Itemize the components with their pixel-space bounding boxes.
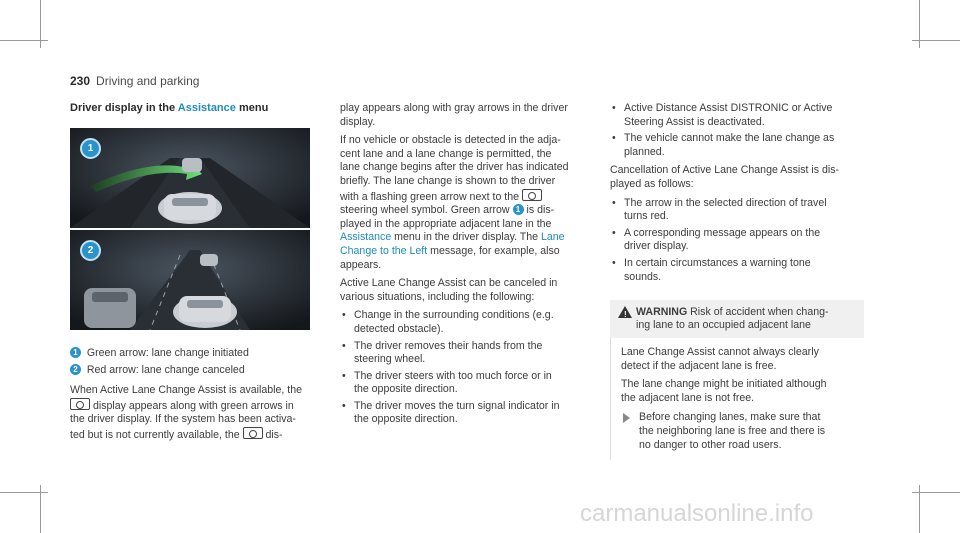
crop-mark bbox=[912, 492, 960, 493]
driver-display-image-1 bbox=[70, 128, 310, 228]
paragraph: Active Lane Change Assist can be canceled in various situations, including the following: bbox=[340, 277, 558, 303]
arrow-right-icon bbox=[623, 413, 630, 423]
left-paragraph: When Active Lane Change Assist is available, the display appears along with green arrows in the driver display. If the system has been activa- ted but is not currently available, the dis- bbox=[70, 384, 303, 441]
list-item: • The driver moves the turn signal indicator in the opposite direction. bbox=[340, 400, 600, 427]
steering-wheel-icon bbox=[70, 398, 90, 410]
list-item: • The driver steers with too much force or in the opposite direction. bbox=[340, 370, 600, 397]
legend-item-1: 1 Green arrow: lane change initiated bbox=[70, 347, 249, 359]
list-item: • In certain circumstances a warning tone sounds. bbox=[610, 257, 870, 284]
change-left-link[interactable]: Change to the Left bbox=[340, 244, 428, 257]
cancel-conditions-list bbox=[340, 309, 600, 427]
section-title: Driving and parking bbox=[96, 74, 200, 88]
middle-column bbox=[340, 102, 600, 432]
section-heading: Driver display in the Assistance menu bbox=[70, 102, 269, 114]
warning-box bbox=[610, 300, 864, 460]
list-item: • A corresponding message appears on the driver display. bbox=[610, 227, 870, 254]
legend-number: 1 bbox=[70, 347, 81, 358]
paragraph: The lane change might be initiated although the adjacent lane is not free. bbox=[621, 378, 827, 404]
left-heading bbox=[70, 102, 320, 130]
legend-item-2: 2 Red arrow: lane change canceled bbox=[70, 364, 245, 376]
paragraph: Cancellation of Active Lane Change Assist is dis- played as follows: bbox=[610, 164, 840, 190]
assistance-link[interactable]: Assistance bbox=[177, 102, 236, 114]
legend-number: 2 bbox=[70, 364, 81, 375]
list-item: • Active Distance Assist DISTRONIC or Active Steering Assist is deactivated. bbox=[610, 102, 870, 129]
paragraph: play appears along with gray arrows in the driver display. bbox=[340, 102, 568, 128]
callout-number: 1 bbox=[513, 204, 524, 215]
list-item: • The arrow in the selected direction of travel turns red. bbox=[610, 197, 870, 224]
driver-display-graphic bbox=[70, 230, 310, 330]
paragraph: Lane Change Assist cannot always clearly detect if the adjacent lane is free. bbox=[621, 346, 819, 372]
watermark: carmanualsonline.info bbox=[580, 500, 814, 527]
warning-body bbox=[610, 338, 864, 460]
steering-wheel-icon bbox=[522, 189, 542, 201]
list-item: • Change in the surrounding conditions (e.g. detected obstacle). bbox=[340, 309, 600, 336]
crop-mark bbox=[0, 492, 48, 493]
page-header bbox=[70, 74, 199, 88]
callout-badge-1: 1 bbox=[80, 138, 101, 159]
driver-display-image-2 bbox=[70, 230, 310, 330]
driver-display-graphic bbox=[70, 128, 310, 228]
callout-badge-2: 2 bbox=[80, 240, 101, 261]
right-column bbox=[610, 102, 870, 289]
paragraph: If no vehicle or obstacle is detected in the adja- cent lane and a lane change is permitted, the lane change begins after the driver has indicated briefly. The lane change is shown to the driver with a flashing green arrow next to the steering wheel symbol. Green arrow 1 is dis- played in the appropriate adjacent lane in the Assistance menu in the driver display. The Lane Change to the Left message, for example, also appears. bbox=[340, 134, 569, 271]
warning-triangle-icon: ! bbox=[618, 306, 632, 318]
list-item: • The vehicle cannot make the lane change as planned. bbox=[610, 132, 870, 159]
page-number: 230 bbox=[70, 74, 91, 88]
lane-link[interactable]: Lane bbox=[541, 231, 565, 244]
warning-header: ! WARNING Risk of accident when chang- ing lane to an occupied adjacent lane bbox=[610, 300, 864, 338]
cancel-conditions-list-cont bbox=[610, 102, 870, 159]
warning-label: WARNING bbox=[636, 306, 688, 318]
assistance-link[interactable]: Assistance bbox=[340, 231, 392, 244]
action-item: Before changing lanes, make sure that the neighboring lane is free and there is no danger to other road users. bbox=[621, 411, 854, 452]
steering-wheel-icon bbox=[243, 427, 263, 439]
list-item: • The driver removes their hands from the steering wheel. bbox=[340, 340, 600, 367]
crop-mark bbox=[912, 40, 960, 41]
crop-mark bbox=[0, 40, 48, 41]
cancellation-display-list bbox=[610, 197, 870, 285]
